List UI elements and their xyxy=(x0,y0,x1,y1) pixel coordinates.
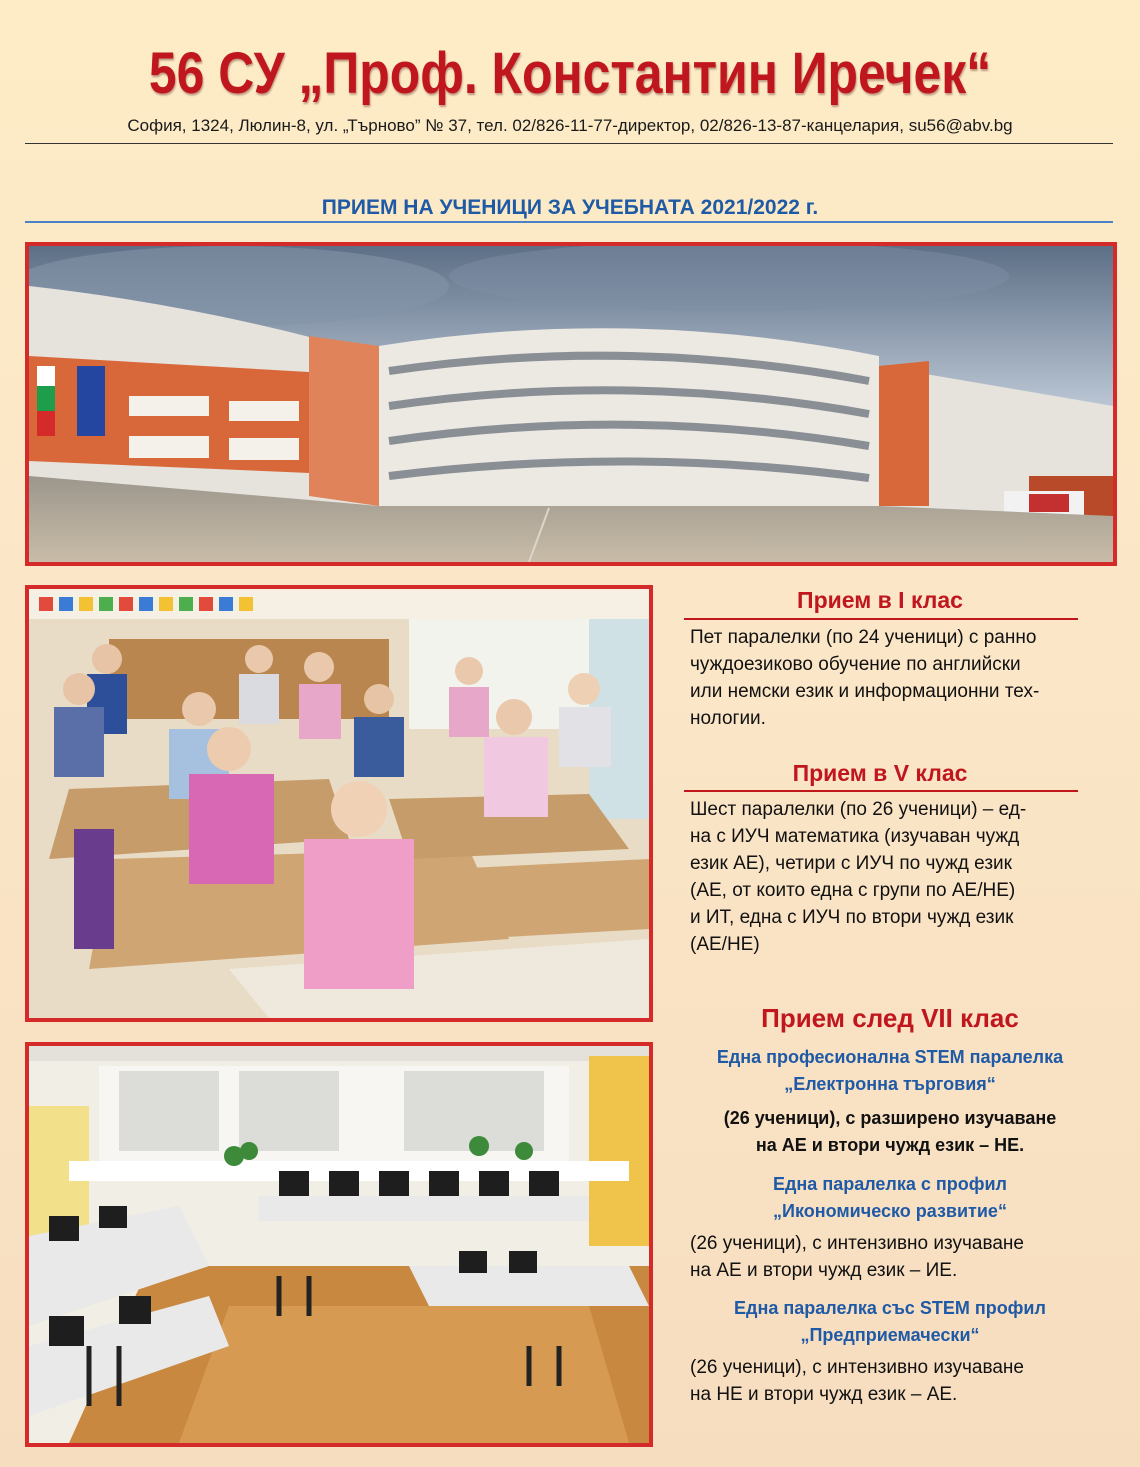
class3-title-line1: Една паралелка със STEM профил xyxy=(734,1298,1046,1318)
class1-desc-line1: (26 ученици), с разширено изучаване xyxy=(723,1108,1057,1128)
grade5-line: (АЕ/НЕ) xyxy=(690,934,760,955)
class2-desc-line2: на АЕ и втори чужд език – ИЕ. xyxy=(690,1260,958,1281)
class3-title-line2: „Предприемачески“ xyxy=(800,1325,980,1345)
class2-title-line2: „Икономическо развитие“ xyxy=(773,1201,1007,1221)
class3-desc-line1: (26 ученици), с интензивно изучаване xyxy=(690,1357,1024,1378)
admission-heading: ПРИЕМ НА УЧЕНИЦИ ЗА УЧЕБНАТА 2021/2022 г. xyxy=(321,196,819,219)
grade5-divider xyxy=(684,790,1078,792)
grade1-line: нологии. xyxy=(690,708,766,729)
class2-title-line1: Една паралелка с профил xyxy=(773,1174,1007,1194)
class1-title-line2: „Електронна търговия“ xyxy=(784,1074,996,1094)
grade7-heading: Прием след VII клас xyxy=(761,1003,1019,1033)
first-grade-classroom-photo xyxy=(25,585,653,1022)
header-divider xyxy=(25,143,1113,144)
grade5-line: (АЕ, от които една с групи по АЕ/НЕ) xyxy=(690,880,1016,901)
grade5-description xyxy=(690,796,1090,958)
school-building-photo xyxy=(25,242,1117,566)
grade1-line: или немски език и информационни тех- xyxy=(690,681,1040,702)
grade1-heading: Прием в I клас xyxy=(797,587,963,613)
grade1-line: Пет паралелки (по 24 ученици) с ранно xyxy=(690,627,1037,648)
grade5-line: език АЕ), четири с ИУЧ по чужд език xyxy=(690,853,1012,874)
school-title: 56 СУ „Проф. Константин Иречек“ xyxy=(148,41,992,106)
grade1-divider xyxy=(684,618,1078,620)
grade1-line: чуждоезиково обучение по английски xyxy=(690,654,1021,675)
grade5-line: и ИТ, една с ИУЧ по втори чужд език xyxy=(690,907,1014,928)
school-address: София, 1324, Люлин-8, ул. „Търново” № 37, тел. 02/826-11-77-директор, 02/826-13-87-канцелария, su56@abv.bg xyxy=(127,116,1013,135)
grade5-heading: Прием в V клас xyxy=(792,760,968,786)
class3-desc-line2: на НЕ и втори чужд език – АЕ. xyxy=(690,1384,958,1405)
admission-divider xyxy=(25,221,1113,223)
grade1-description xyxy=(690,624,1090,732)
class2-desc-line1: (26 ученици), с интензивно изучаване xyxy=(690,1233,1024,1254)
computer-lab-photo xyxy=(25,1042,653,1447)
grade5-line: на с ИУЧ математика (изучаван чужд xyxy=(690,826,1020,847)
class1-title-line1: Една професионална STEM паралелка xyxy=(716,1047,1064,1067)
grade5-line: Шест паралелки (по 26 ученици) – ед- xyxy=(690,799,1027,820)
class1-desc-line2: на АЕ и втори чужд език – НЕ. xyxy=(755,1135,1025,1155)
